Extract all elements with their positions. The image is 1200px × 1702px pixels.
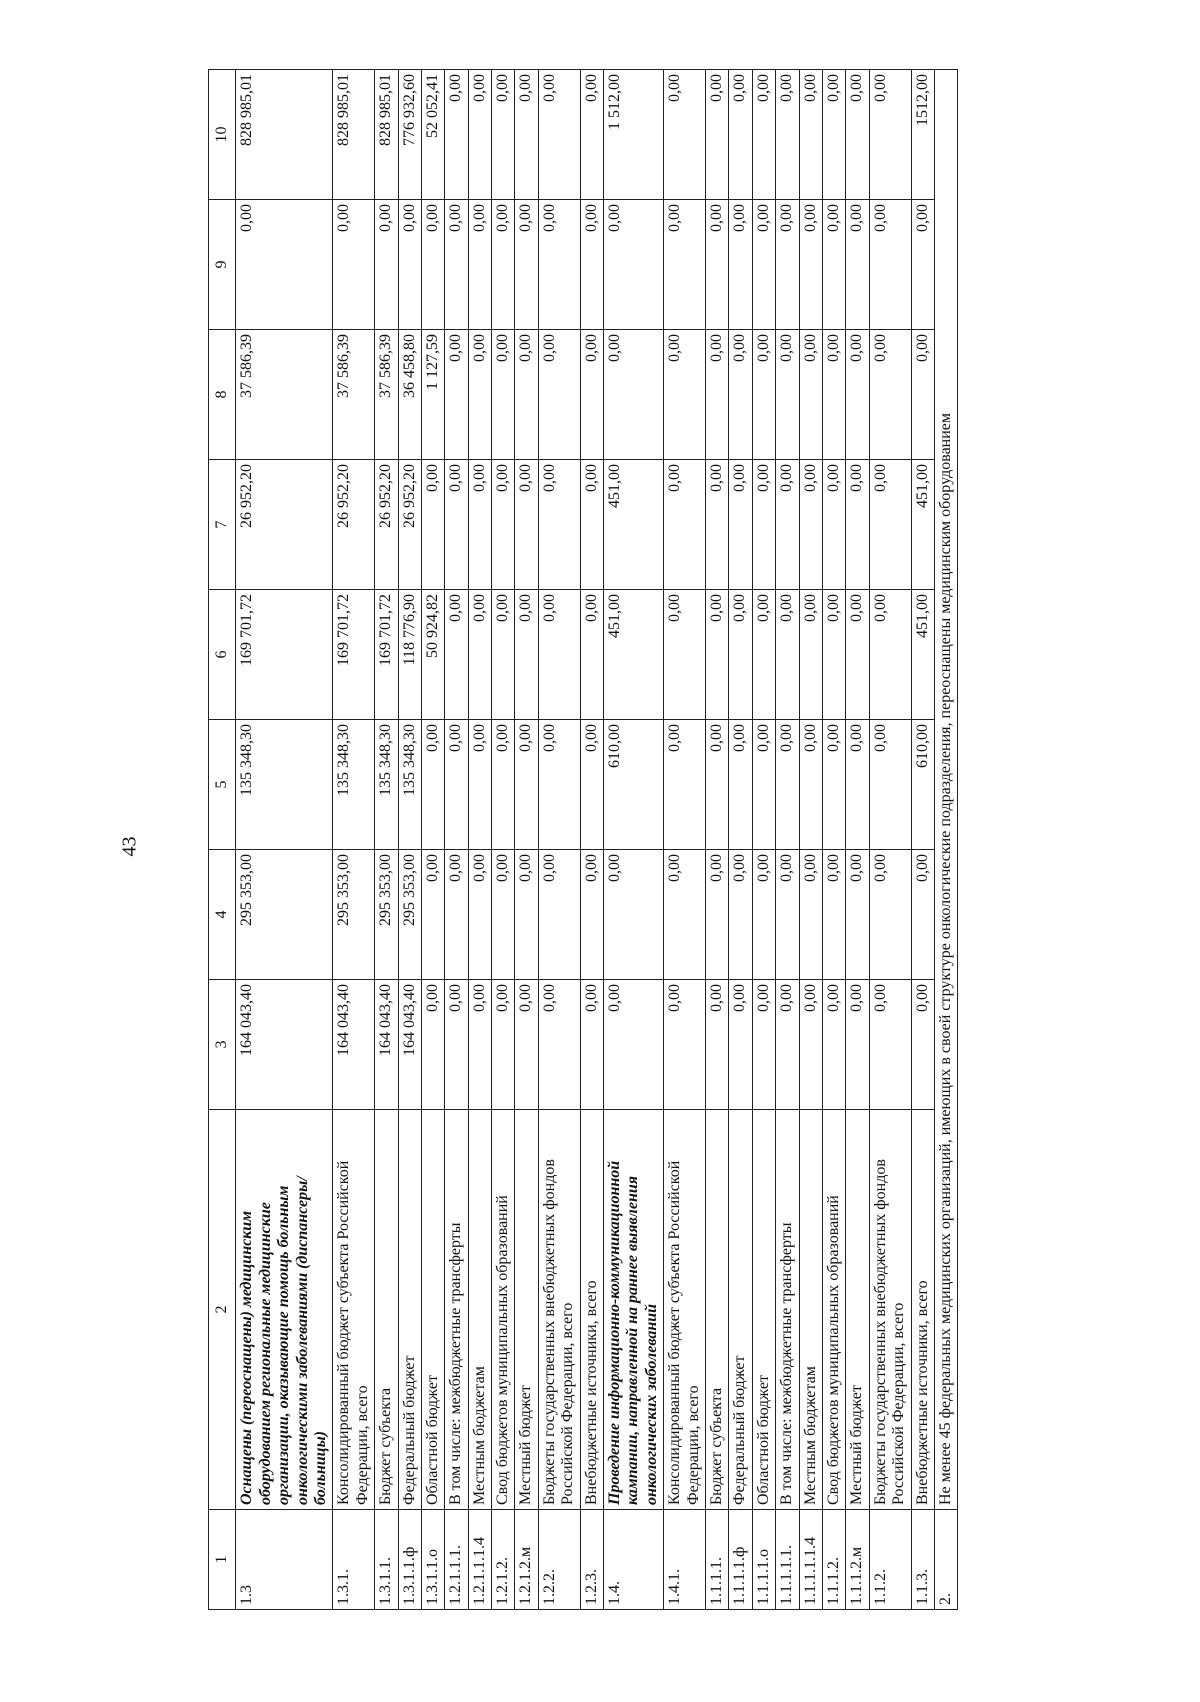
row-code: 1.2.1.1.1. [445,1510,468,1610]
row-name: Местный бюджет [515,1110,538,1510]
column-header-5: 5 [209,720,236,850]
row-code: 1.1.1.2. [822,1510,845,1610]
value-cell-col-10: 52 052,41 [421,70,444,200]
row-name: В том числе: межбюджетные трансферты [776,1110,799,1510]
value-cell-col-4: 295 353,00 [398,850,421,980]
value-cell-col-7: 26 952,20 [375,460,398,590]
value-cell-col-4: 0,00 [664,850,706,980]
value-cell-col-3: 164 043,40 [398,980,421,1110]
row-code: 1.1.1.1.1.4 [799,1510,822,1610]
table-row [664,70,706,1610]
value-cell-col-4: 0,00 [421,850,444,980]
value-cell-col-3: 0,00 [869,980,911,1110]
value-cell-col-10: 0,00 [799,70,822,200]
value-cell-col-4: 0,00 [729,850,752,980]
value-cell-col-9: 0,00 [468,200,491,330]
value-cell-col-3: 0,00 [846,980,869,1110]
row-code: 1.1.1.1.о [752,1510,775,1610]
value-cell-col-10: 0,00 [664,70,706,200]
value-cell-col-10: 0,00 [776,70,799,200]
row-name: Областной бюджет [752,1110,775,1510]
value-cell-col-3: 0,00 [799,980,822,1110]
value-cell-col-5: 0,00 [822,720,845,850]
value-cell-col-9: 0,00 [515,200,538,330]
value-cell-col-4: 0,00 [776,850,799,980]
value-cell-col-5: 135 348,30 [398,720,421,850]
footer-code: 2. [934,1510,957,1610]
value-cell-col-8: 0,00 [752,330,775,460]
value-cell-col-5: 0,00 [776,720,799,850]
value-cell-col-7: 451,00 [604,460,664,590]
row-code: 1.2.1.1.1.4 [468,1510,491,1610]
value-cell-col-3: 0,00 [664,980,706,1110]
table-row [538,70,580,1610]
value-cell-col-5: 0,00 [468,720,491,850]
table-row [869,70,911,1610]
value-cell-col-8: 0,00 [664,330,706,460]
value-cell-col-9: 0,00 [236,200,333,330]
value-cell-col-8: 0,00 [515,330,538,460]
value-cell-col-3: 0,00 [580,980,603,1110]
value-cell-col-8: 0,00 [538,330,580,460]
value-cell-col-8: 37 586,39 [236,330,333,460]
value-cell-col-5: 0,00 [538,720,580,850]
table-row [375,70,398,1610]
value-cell-col-9: 0,00 [729,200,752,330]
value-cell-col-5: 0,00 [846,720,869,850]
value-cell-col-5: 610,00 [911,720,934,850]
value-cell-col-10: 0,00 [846,70,869,200]
table-row [776,70,799,1610]
value-cell-col-9: 0,00 [445,200,468,330]
table-row [846,70,869,1610]
column-header-4: 4 [209,850,236,980]
value-cell-col-3: 0,00 [604,980,664,1110]
row-code: 1.3.1.1.о [421,1510,444,1610]
column-header-9: 9 [209,200,236,330]
value-cell-col-8: 0,00 [445,330,468,460]
value-cell-col-9: 0,00 [911,200,934,330]
row-code: 1.1.1.1.1. [776,1510,799,1610]
column-header-10: 10 [209,70,236,200]
value-cell-col-3: 0,00 [729,980,752,1110]
row-name: Свод бюджетов муниципальных образований [492,1110,515,1510]
value-cell-col-3: 0,00 [468,980,491,1110]
value-cell-col-10: 0,00 [515,70,538,200]
value-cell-col-9: 0,00 [580,200,603,330]
table-row [445,70,468,1610]
value-cell-col-7: 0,00 [799,460,822,590]
row-name: Федеральный бюджет [398,1110,421,1510]
row-name: Проведение информационно-коммуникационной кампании, направленной на раннее выявления онкологических заболеваний [604,1110,664,1510]
table-row [729,70,752,1610]
value-cell-col-9: 0,00 [492,200,515,330]
value-cell-col-5: 0,00 [580,720,603,850]
value-cell-col-5: 135 348,30 [333,720,375,850]
value-cell-col-8: 0,00 [846,330,869,460]
value-cell-col-4: 295 353,00 [375,850,398,980]
value-cell-col-4: 0,00 [515,850,538,980]
value-cell-col-9: 0,00 [752,200,775,330]
value-cell-col-10: 0,00 [705,70,728,200]
value-cell-col-10: 0,00 [492,70,515,200]
value-cell-col-10: 828 985,01 [236,70,333,200]
table-row [799,70,822,1610]
row-code: 1.4.1. [664,1510,706,1610]
value-cell-col-8: 0,00 [799,330,822,460]
footer-row [934,70,957,1610]
value-cell-col-6: 0,00 [538,590,580,720]
value-cell-col-3: 0,00 [752,980,775,1110]
value-cell-col-7: 0,00 [752,460,775,590]
row-code: 1.3.1. [333,1510,375,1610]
value-cell-col-10: 0,00 [468,70,491,200]
row-name: Местный бюджет [846,1110,869,1510]
value-cell-col-8: 0,00 [869,330,911,460]
value-cell-col-9: 0,00 [822,200,845,330]
value-cell-col-6: 169 701,72 [236,590,333,720]
value-cell-col-7: 0,00 [538,460,580,590]
value-cell-col-4: 0,00 [468,850,491,980]
value-cell-col-8: 0,00 [822,330,845,460]
value-cell-col-7: 0,00 [580,460,603,590]
value-cell-col-9: 0,00 [398,200,421,330]
value-cell-col-6: 0,00 [846,590,869,720]
value-cell-col-6: 0,00 [822,590,845,720]
table-row [398,70,421,1610]
value-cell-col-6: 0,00 [468,590,491,720]
value-cell-col-10: 828 985,01 [333,70,375,200]
value-cell-col-4: 0,00 [445,850,468,980]
value-cell-col-9: 0,00 [776,200,799,330]
value-cell-col-10: 776 932,60 [398,70,421,200]
value-cell-col-3: 0,00 [776,980,799,1110]
row-name: Областной бюджет [421,1110,444,1510]
table-row [822,70,845,1610]
value-cell-col-6: 451,00 [604,590,664,720]
value-cell-col-3: 0,00 [492,980,515,1110]
value-cell-col-7: 0,00 [869,460,911,590]
table-body [236,70,958,1610]
value-cell-col-7: 0,00 [822,460,845,590]
value-cell-col-4: 0,00 [604,850,664,980]
value-cell-col-4: 0,00 [705,850,728,980]
value-cell-col-6: 0,00 [705,590,728,720]
value-cell-col-7: 0,00 [776,460,799,590]
value-cell-col-8: 0,00 [604,330,664,460]
value-cell-col-9: 0,00 [799,200,822,330]
row-code: 1.2.2. [538,1510,580,1610]
value-cell-col-4: 0,00 [869,850,911,980]
value-cell-col-4: 0,00 [752,850,775,980]
budget-table [208,69,958,1610]
table-header-row [209,70,236,1610]
row-code: 1.1.1.1.ф [729,1510,752,1610]
footer-text: Не менее 45 федеральных медицинских организаций, имеющих в своей структуре онкологические подразделения, переоснащены медицинским оборудованием [934,70,957,1510]
row-name: Бюджеты государственных внебюджетных фондов Российской Федерации, всего [538,1110,580,1510]
value-cell-col-8: 0,00 [492,330,515,460]
value-cell-col-10: 0,00 [822,70,845,200]
row-code: 1.3 [236,1510,333,1610]
value-cell-col-4: 295 353,00 [333,850,375,980]
table-row [705,70,728,1610]
value-cell-col-5: 0,00 [752,720,775,850]
value-cell-col-9: 0,00 [664,200,706,330]
value-cell-col-8: 37 586,39 [375,330,398,460]
table-row [604,70,664,1610]
value-cell-col-5: 0,00 [799,720,822,850]
table-row [911,70,934,1610]
value-cell-col-10: 828 985,01 [375,70,398,200]
value-cell-col-4: 0,00 [538,850,580,980]
value-cell-col-8: 0,00 [468,330,491,460]
value-cell-col-9: 0,00 [538,200,580,330]
row-code: 1.1.3. [911,1510,934,1610]
value-cell-col-7: 0,00 [445,460,468,590]
column-header-7: 7 [209,460,236,590]
value-cell-col-3: 0,00 [445,980,468,1110]
value-cell-col-6: 0,00 [869,590,911,720]
value-cell-col-8: 0,00 [729,330,752,460]
value-cell-col-6: 118 776,90 [398,590,421,720]
row-name: Федеральный бюджет [729,1110,752,1510]
value-cell-col-9: 0,00 [604,200,664,330]
table-row [468,70,491,1610]
row-code: 1.1.2. [869,1510,911,1610]
value-cell-col-5: 0,00 [705,720,728,850]
value-cell-col-7: 26 952,20 [398,460,421,590]
value-cell-col-5: 135 348,30 [236,720,333,850]
value-cell-col-5: 0,00 [492,720,515,850]
value-cell-col-3: 0,00 [538,980,580,1110]
value-cell-col-10: 1 512,00 [604,70,664,200]
row-name: Консолидированный бюджет субъекта Российской Федерации, всего [664,1110,706,1510]
value-cell-col-4: 0,00 [492,850,515,980]
table-row [421,70,444,1610]
value-cell-col-5: 610,00 [604,720,664,850]
row-code: 1.1.1.1. [705,1510,728,1610]
value-cell-col-4: 0,00 [580,850,603,980]
value-cell-col-9: 0,00 [333,200,375,330]
row-name: Местным бюджетам [468,1110,491,1510]
row-name: Оснащены (переоснащены) медицинским оборудованием региональные медицинские организации, оказывающие помощь больным онкологическими заболеваниями (диспансеры/больницы) [236,1110,333,1510]
table-row [752,70,775,1610]
value-cell-col-8: 0,00 [705,330,728,460]
value-cell-col-5: 135 348,30 [375,720,398,850]
row-code: 1.2.3. [580,1510,603,1610]
row-name: Бюджет субъекта [375,1110,398,1510]
value-cell-col-7: 0,00 [515,460,538,590]
value-cell-col-3: 0,00 [705,980,728,1110]
value-cell-col-3: 164 043,40 [333,980,375,1110]
value-cell-col-7: 0,00 [846,460,869,590]
value-cell-col-3: 164 043,40 [375,980,398,1110]
row-name: Бюджеты государственных внебюджетных фондов Российской Федерации, всего [869,1110,911,1510]
row-code: 1.2.1.2.м [515,1510,538,1610]
value-cell-col-7: 26 952,20 [236,460,333,590]
row-code: 1.2.1.2. [492,1510,515,1610]
value-cell-col-9: 0,00 [846,200,869,330]
value-cell-col-6: 0,00 [664,590,706,720]
value-cell-col-8: 0,00 [911,330,934,460]
value-cell-col-7: 0,00 [664,460,706,590]
value-cell-col-8: 1 127,59 [421,330,444,460]
value-cell-col-6: 169 701,72 [333,590,375,720]
value-cell-col-5: 0,00 [664,720,706,850]
row-code: 1.3.1.1. [375,1510,398,1610]
value-cell-col-6: 0,00 [752,590,775,720]
table-row [515,70,538,1610]
value-cell-col-3: 0,00 [421,980,444,1110]
value-cell-col-9: 0,00 [421,200,444,330]
value-cell-col-7: 0,00 [729,460,752,590]
value-cell-col-8: 0,00 [776,330,799,460]
value-cell-col-10: 0,00 [752,70,775,200]
value-cell-col-3: 0,00 [822,980,845,1110]
table-row [492,70,515,1610]
value-cell-col-6: 0,00 [776,590,799,720]
value-cell-col-8: 0,00 [580,330,603,460]
column-header-3: 3 [209,980,236,1110]
row-name: Местным бюджетам [799,1110,822,1510]
value-cell-col-7: 0,00 [492,460,515,590]
value-cell-col-6: 169 701,72 [375,590,398,720]
column-header-2: 2 [209,1110,236,1510]
row-name: Внебюджетные источники, всего [580,1110,603,1510]
row-code: 1.4. [604,1510,664,1610]
value-cell-col-9: 0,00 [705,200,728,330]
value-cell-col-3: 0,00 [911,980,934,1110]
row-name: Внебюджетные источники, всего [911,1110,934,1510]
value-cell-col-4: 0,00 [799,850,822,980]
rotated-page [208,0,1068,1610]
row-name: Консолидированный бюджет субъекта Российской Федерации, всего [333,1110,375,1510]
row-code: 1.1.1.2.м [846,1510,869,1610]
value-cell-col-10: 0,00 [729,70,752,200]
table-row [333,70,375,1610]
value-cell-col-9: 0,00 [375,200,398,330]
value-cell-col-4: 295 353,00 [236,850,333,980]
row-name: Бюджет субъекта [705,1110,728,1510]
table-row [580,70,603,1610]
value-cell-col-6: 0,00 [799,590,822,720]
value-cell-col-4: 0,00 [911,850,934,980]
value-cell-col-6: 0,00 [580,590,603,720]
value-cell-col-5: 0,00 [445,720,468,850]
value-cell-col-6: 0,00 [445,590,468,720]
column-header-8: 8 [209,330,236,460]
row-name: В том числе: межбюджетные трансферты [445,1110,468,1510]
row-code: 1.3.1.1.ф [398,1510,421,1610]
value-cell-col-4: 0,00 [822,850,845,980]
value-cell-col-5: 0,00 [729,720,752,850]
value-cell-col-6: 0,00 [515,590,538,720]
value-cell-col-5: 0,00 [515,720,538,850]
value-cell-col-8: 37 586,39 [333,330,375,460]
value-cell-col-6: 0,00 [729,590,752,720]
value-cell-col-10: 0,00 [538,70,580,200]
value-cell-col-6: 50 924,82 [421,590,444,720]
page-number: 43 [118,836,141,857]
column-header-1: 1 [209,1510,236,1610]
value-cell-col-6: 0,00 [492,590,515,720]
row-name: Свод бюджетов муниципальных образований [822,1110,845,1510]
value-cell-col-6: 451,00 [911,590,934,720]
value-cell-col-3: 164 043,40 [236,980,333,1110]
value-cell-col-7: 0,00 [468,460,491,590]
value-cell-col-10: 0,00 [445,70,468,200]
value-cell-col-9: 0,00 [869,200,911,330]
value-cell-col-10: 0,00 [580,70,603,200]
table-row [236,70,333,1610]
value-cell-col-5: 0,00 [869,720,911,850]
value-cell-col-3: 0,00 [515,980,538,1110]
value-cell-col-4: 0,00 [846,850,869,980]
value-cell-col-8: 36 458,80 [398,330,421,460]
value-cell-col-5: 0,00 [421,720,444,850]
column-header-6: 6 [209,590,236,720]
value-cell-col-7: 0,00 [421,460,444,590]
value-cell-col-10: 0,00 [869,70,911,200]
value-cell-col-10: 1512,00 [911,70,934,200]
value-cell-col-7: 451,00 [911,460,934,590]
value-cell-col-7: 0,00 [705,460,728,590]
value-cell-col-7: 26 952,20 [333,460,375,590]
